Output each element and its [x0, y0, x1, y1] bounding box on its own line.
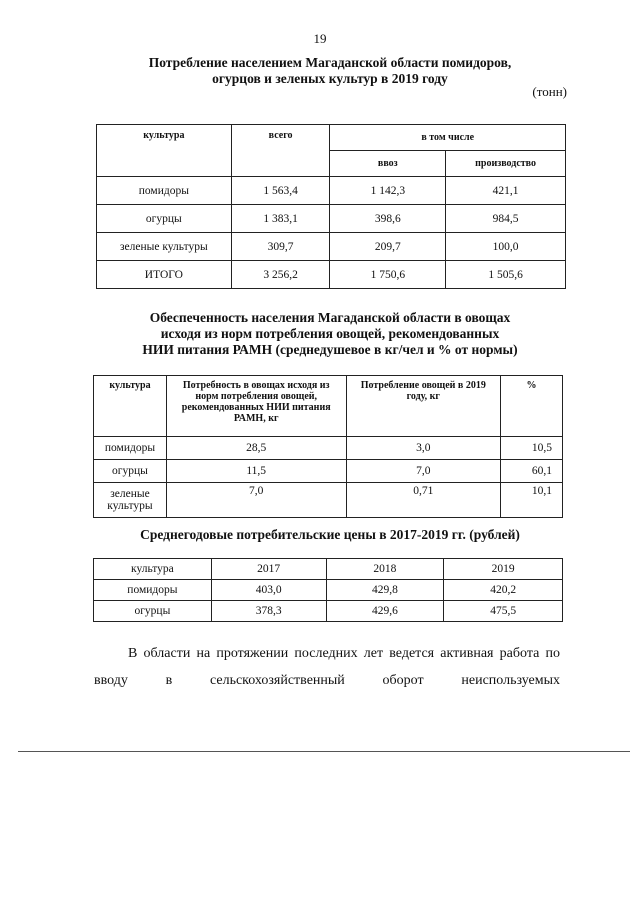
cell-2017: 403,0: [211, 580, 326, 601]
page-number: 19: [313, 31, 327, 46]
body-paragraph: В области на протяжении последних лет ведется активная работа по вводу в сельскохозяйственный оборот неиспользуемых: [94, 646, 560, 688]
table-row: [94, 483, 563, 518]
cell-need: 7,0: [166, 483, 346, 518]
consumption-table: [96, 124, 566, 289]
cell-2017: 378,3: [211, 601, 326, 622]
table-row: [97, 177, 566, 205]
header-consumption: Потребление овощей в 2019 году, кг: [346, 376, 501, 437]
cell-total: 1 383,1: [231, 205, 330, 233]
cell-production: 421,1: [446, 177, 566, 205]
table-row: [97, 261, 566, 289]
cell-culture: помидоры: [97, 177, 232, 205]
cell-percent: 10,1: [501, 483, 563, 518]
header-2017: 2017: [211, 559, 326, 580]
cell-culture: огурцы: [94, 601, 212, 622]
header-total: всего: [231, 125, 330, 177]
table-row: [94, 437, 563, 460]
cell-consumption: 7,0: [346, 460, 501, 483]
cell-total: 309,7: [231, 233, 330, 261]
cell-production: 1 505,6: [446, 261, 566, 289]
header-percent: %: [501, 376, 563, 437]
table-row: [94, 460, 563, 483]
cell-culture: ИТОГО: [97, 261, 232, 289]
cell-consumption: 3,0: [346, 437, 501, 460]
cell-import: 1 750,6: [330, 261, 446, 289]
table-row: [94, 580, 563, 601]
title-line: НИИ питания РАМН (среднедушевое в кг/чел и % от нормы): [142, 342, 518, 357]
cell-culture: зеленые культуры: [97, 233, 232, 261]
title-line: Потребление населением Магаданской области помидоров,: [148, 55, 512, 70]
cell-culture: огурцы: [94, 460, 167, 483]
title-line: исходя из норм потребления овощей, рекомендованных: [160, 326, 500, 341]
header-2018: 2018: [326, 559, 444, 580]
header-need: Потребность в овощах исходя из норм потребления овощей, рекомендованных НИИ питания РАМН, кг: [166, 376, 346, 437]
cell-culture: помидоры: [94, 437, 167, 460]
footer-divider: [18, 751, 630, 752]
table-header-row: [94, 559, 563, 580]
unit-label: (тонн): [532, 84, 567, 99]
cell-culture: зеленые культуры: [94, 483, 167, 518]
header-culture: культура: [94, 559, 212, 580]
provision-table: [93, 375, 563, 518]
cell-2018: 429,6: [326, 601, 444, 622]
prices-table: [93, 558, 563, 622]
title-line: огурцов и зеленых культур в 2019 году: [212, 71, 448, 86]
header-production: производство: [446, 151, 566, 177]
cell-percent: 10,5: [501, 437, 563, 460]
cell-need: 11,5: [166, 460, 346, 483]
provision-table-title: [95, 310, 565, 358]
header-including: в том числе: [330, 125, 566, 151]
cell-percent: 60,1: [501, 460, 563, 483]
cell-2019: 420,2: [444, 580, 563, 601]
cell-import: 1 142,3: [330, 177, 446, 205]
header-culture: культура: [94, 376, 167, 437]
cell-consumption: 0,71: [346, 483, 501, 518]
cell-culture: огурцы: [97, 205, 232, 233]
cell-import: 398,6: [330, 205, 446, 233]
table-row: [97, 205, 566, 233]
cell-import: 209,7: [330, 233, 446, 261]
header-2019: 2019: [444, 559, 563, 580]
cell-total: 3 256,2: [231, 261, 330, 289]
cell-2019: 475,5: [444, 601, 563, 622]
consumption-table-title: [95, 55, 565, 87]
title-line: Обеспеченность населения Магаданской области в овощах: [149, 310, 511, 325]
table-row: [97, 233, 566, 261]
cell-2018: 429,8: [326, 580, 444, 601]
table-row: [94, 601, 563, 622]
header-import: ввоз: [330, 151, 446, 177]
cell-production: 100,0: [446, 233, 566, 261]
cell-culture: помидоры: [94, 580, 212, 601]
cell-production: 984,5: [446, 205, 566, 233]
cell-need: 28,5: [166, 437, 346, 460]
prices-table-title: Среднегодовые потребительские цены в 2017-2019 гг. (рублей): [140, 527, 520, 542]
cell-total: 1 563,4: [231, 177, 330, 205]
header-culture: культура: [97, 125, 232, 177]
